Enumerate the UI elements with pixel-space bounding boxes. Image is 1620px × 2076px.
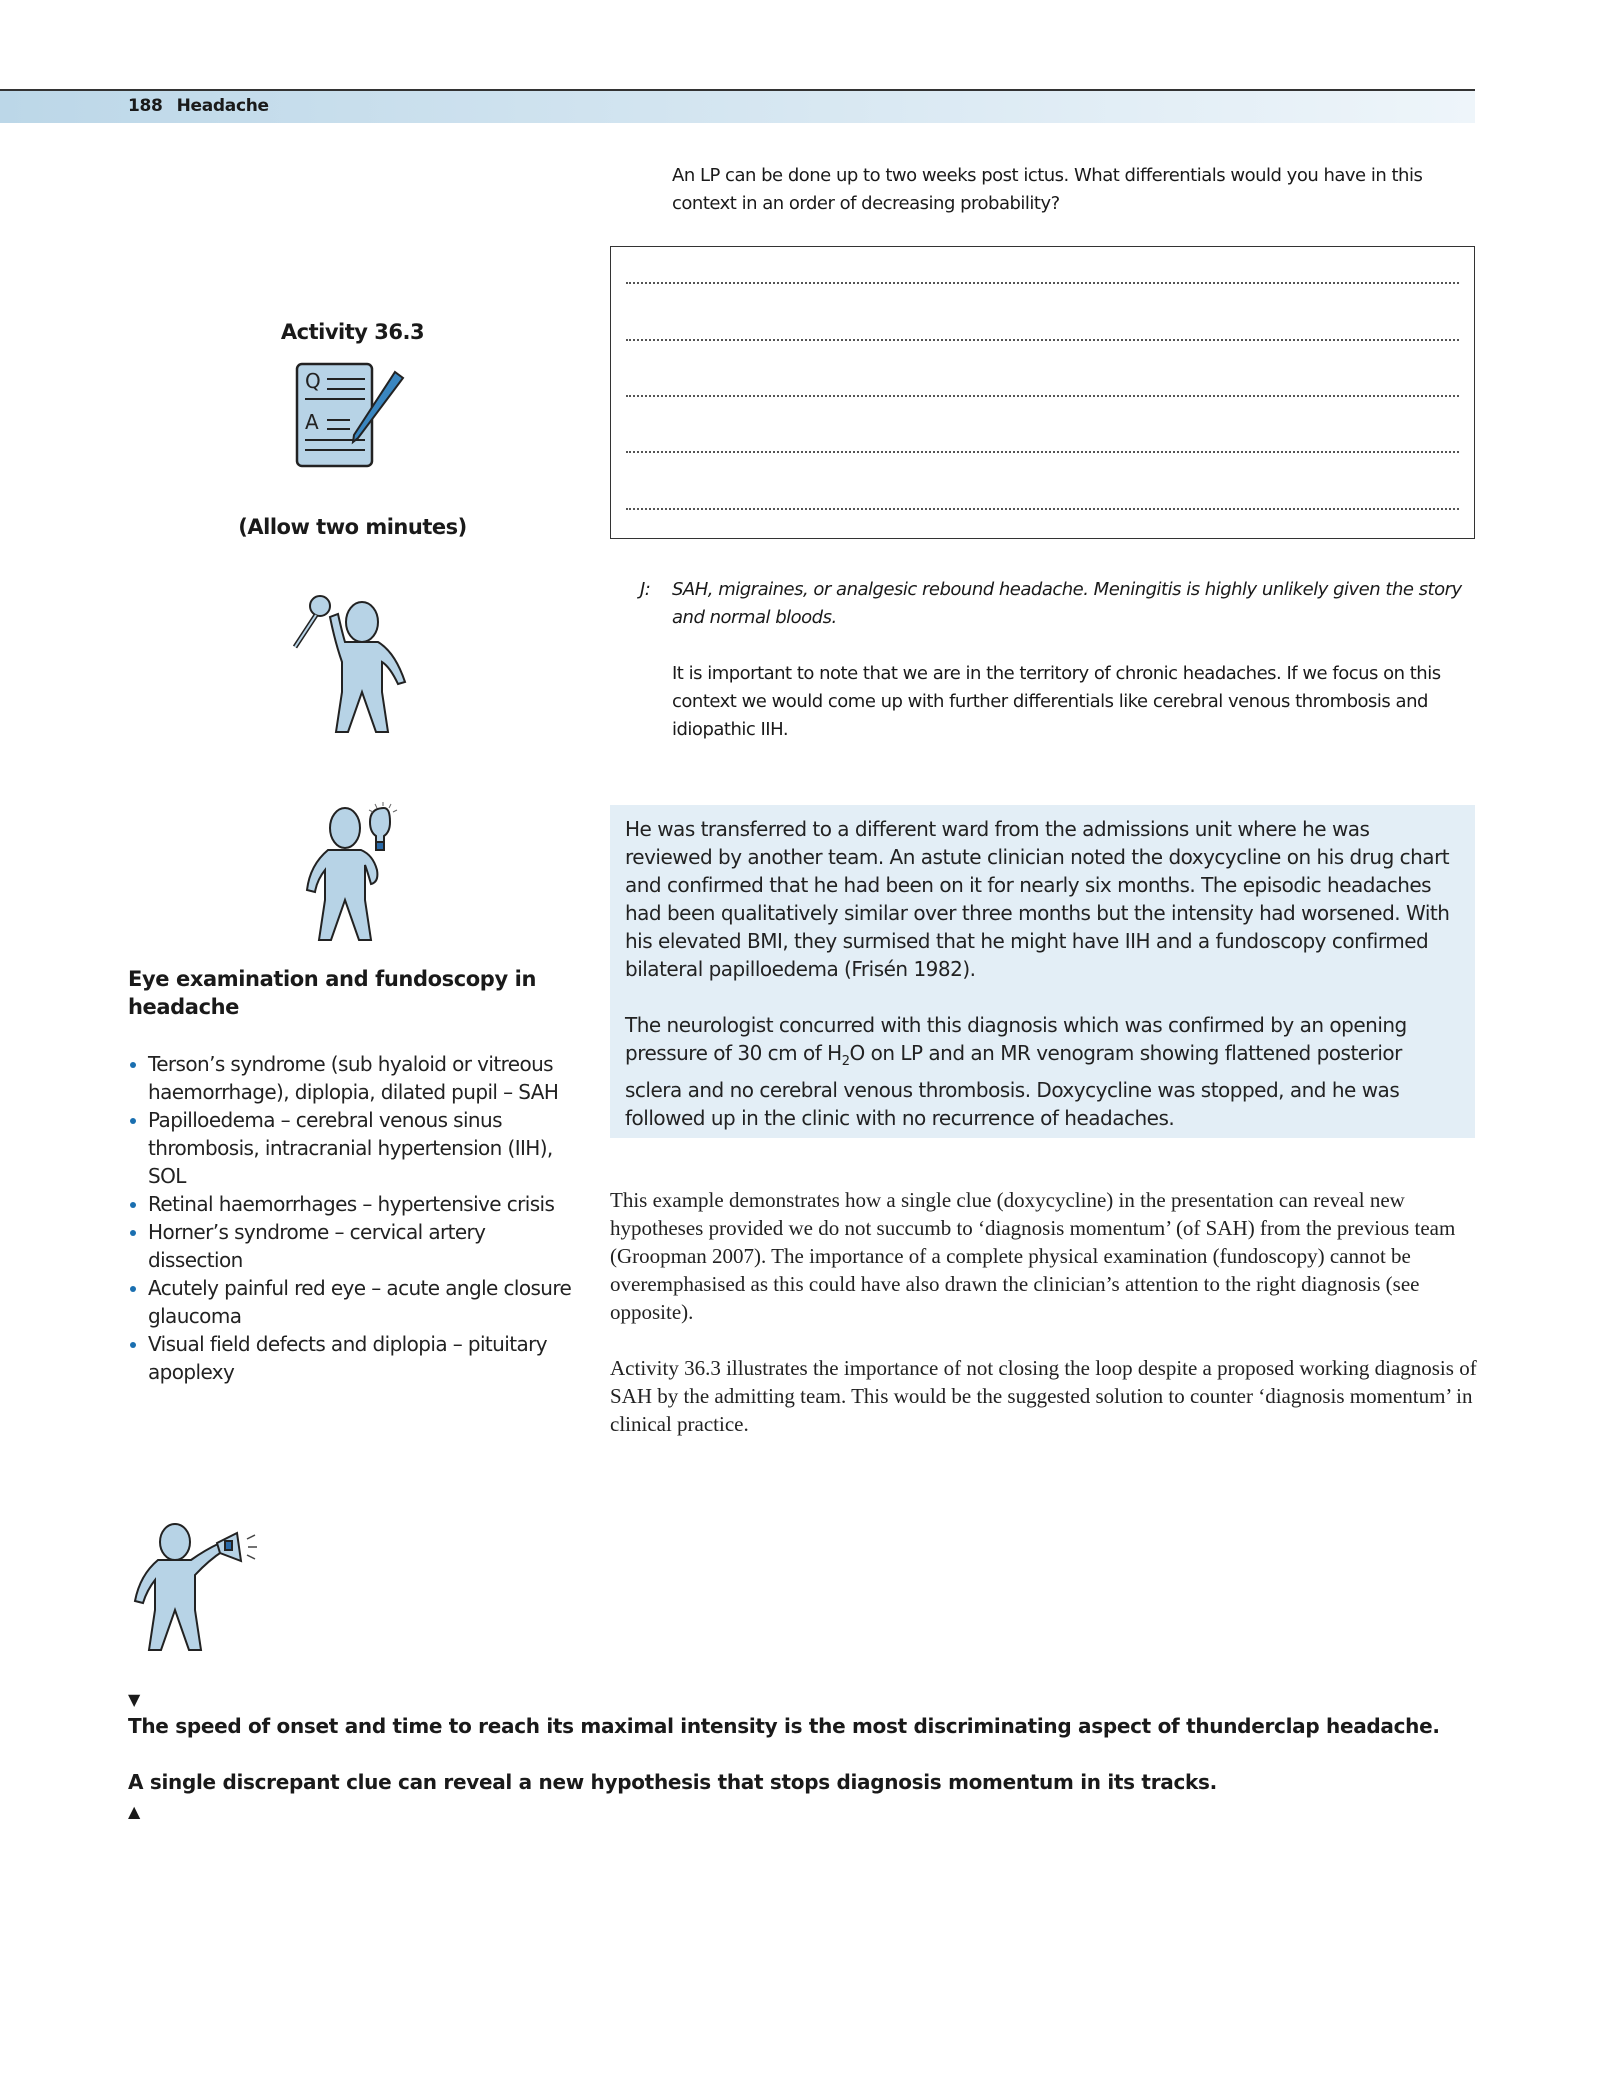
case-narrative-box xyxy=(610,805,1475,1138)
key-points-open-marker: ▼ xyxy=(128,1690,141,1709)
subscript: 2 xyxy=(841,1054,850,1069)
activity-answer: SAH, migraines, or analgesic rebound headache. Meningitis is highly unlikely given the story and normal bloods. xyxy=(672,579,1462,628)
list-item: Horner’s syndrome – cervical artery dissection xyxy=(128,1218,578,1274)
answer-line[interactable] xyxy=(626,395,1459,397)
eye-findings-list xyxy=(128,1050,578,1386)
answer-line[interactable] xyxy=(626,451,1459,453)
list-item: Papilloedema – cerebral venous sinus thrombosis, intracranial hypertension (IIH), SOL xyxy=(128,1106,578,1190)
case-text: The neurologist concurred with this diagnosis which was confirmed by an opening pressure of 30 cm of H xyxy=(625,1013,1407,1065)
list-item: Retinal haemorrhages – hypertensive crisis xyxy=(128,1190,578,1218)
running-header xyxy=(128,96,283,116)
list-item: Acutely painful red eye – acute angle closure glaucoma xyxy=(128,1274,578,1330)
svg-text:Q: Q xyxy=(305,369,321,393)
person-with-lightbulb-icon xyxy=(295,800,410,949)
answer-line[interactable] xyxy=(626,339,1459,341)
activity-note: It is important to note that we are in the territory of chronic headaches. If we focus on this context we would come up with further differentials like cerebral venous thrombosis and idiopathic IIH. xyxy=(672,663,1441,740)
person-with-key-icon xyxy=(290,592,415,741)
qa-notepad-icon xyxy=(295,362,410,476)
body-paragraph: This example demonstrates how a single clue (doxycycline) in the presentation can reveal new hypotheses provided we do not succumb to ‘diagnosis momentum’ (of SAH) from the previous team (Groopman 2007). The importance of a complete physical examination (fundoscopy) cannot be overemphasised as this could have also drawn the clinician’s attention to the right diagnosis (see opposite). xyxy=(610,1188,1456,1324)
list-item: Terson’s syndrome (sub hyaloid or vitreous haemorrhage), diplopia, dilated pupil – SAH xyxy=(128,1050,578,1106)
key-points-close-marker: ▲ xyxy=(128,1802,141,1821)
body-paragraph: Activity 36.3 illustrates the importance of not closing the loop despite a proposed working diagnosis of SAH by the admitting team. This would be the suggested solution to counter ‘diagnosis momentum’ in clinical practice. xyxy=(610,1356,1477,1436)
activity-title: Activity 36.3 xyxy=(280,320,425,344)
answer-label: J: xyxy=(640,579,651,600)
person-with-megaphone-icon xyxy=(125,1515,265,1659)
activity-question: An LP can be done up to two weeks post ictus. What differentials would you have in this context in an order of decreasing probability? xyxy=(672,165,1423,214)
list-item: Visual field defects and diplopia – pituitary apoplexy xyxy=(128,1330,578,1386)
answer-box[interactable] xyxy=(610,246,1475,539)
key-point: A single discrepant clue can reveal a new hypothesis that stops diagnosis momentum in its tracks. xyxy=(128,1770,1217,1794)
svg-text:A: A xyxy=(305,410,319,434)
activity-time-note: (Allow two minutes) xyxy=(238,515,467,539)
answer-line[interactable] xyxy=(626,508,1459,510)
answer-line[interactable] xyxy=(626,282,1459,284)
case-paragraph xyxy=(625,1011,1460,1132)
case-text: O on LP and an MR venogram showing flattened posterior sclera and no cerebral venous thrombosis. Doxycycline was stopped, and he was followed up in the clinic with no recurrence of headaches. xyxy=(625,1041,1402,1130)
key-point: The speed of onset and time to reach its maximal intensity is the most discriminating aspect of thunderclap headache. xyxy=(128,1714,1440,1738)
case-paragraph: He was transferred to a different ward from the admissions unit where he was reviewed by another team. An astute clinician noted the doxycycline on his drug chart and confirmed that he had been on it for nearly six months. The episodic headaches had been qualitatively similar over three months but the intensity had worsened. With his elevated BMI, they surmised that he might have IIH and a fundoscopy confirmed bilateral papilloedema (Frisén 1982). xyxy=(625,817,1450,981)
sidebar-heading: Eye examination and fundoscopy in headache xyxy=(128,967,536,1019)
chapter-title: Headache xyxy=(176,96,269,116)
page-number: 188 xyxy=(128,96,163,116)
